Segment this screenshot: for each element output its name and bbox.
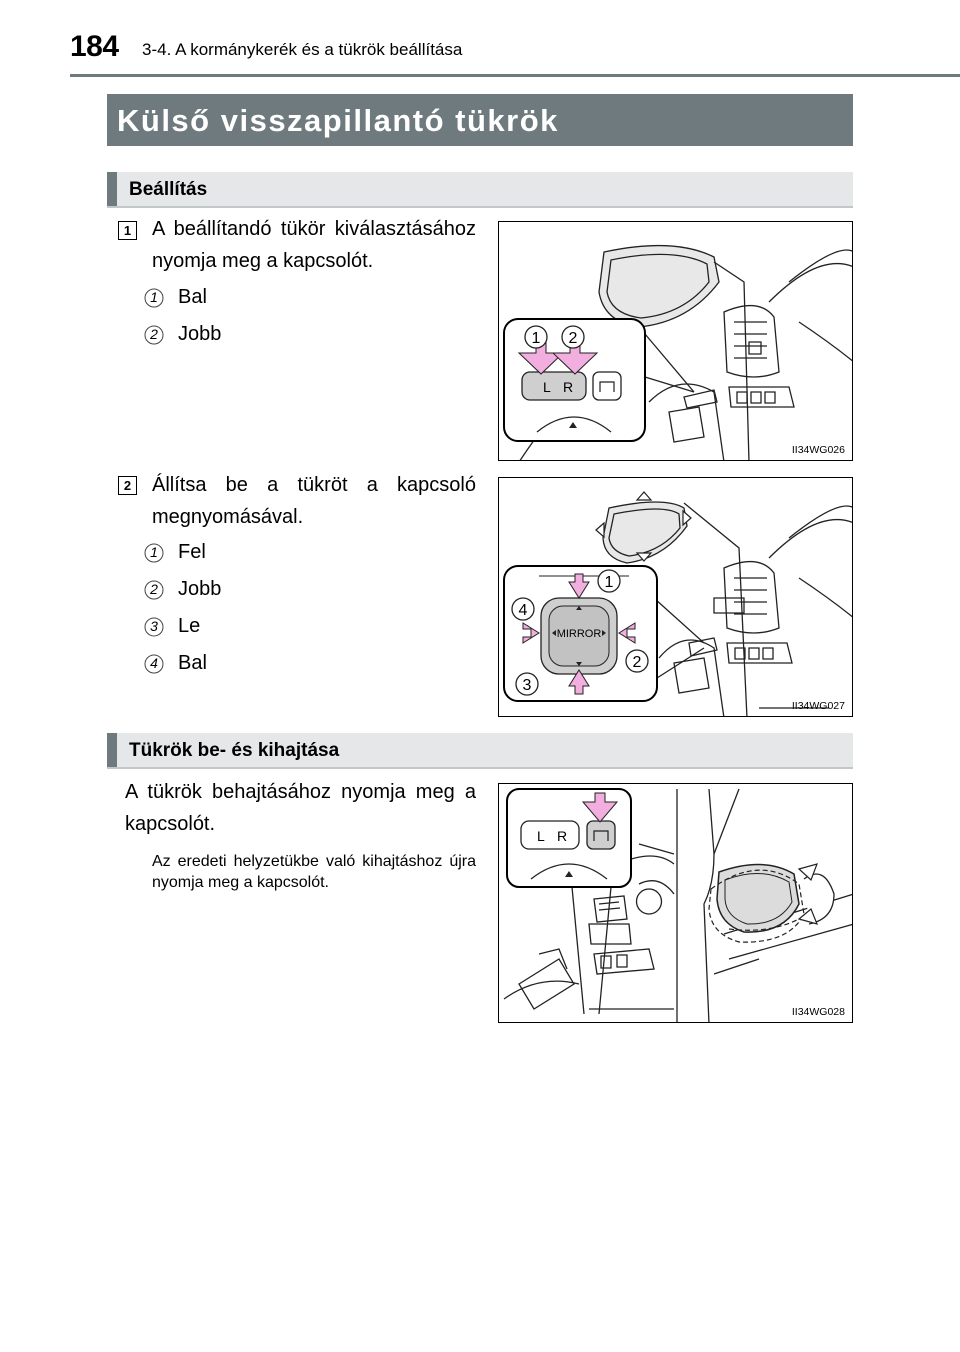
step-number-2: 2 [118,476,137,495]
header-divider [70,74,960,77]
step-2-text: Állítsa be a tükröt a kapcsoló megnyomásával. [152,474,476,528]
item-number: 2 [144,580,164,600]
mirror-fold-illustration [499,784,853,1023]
svg-text:2: 2 [568,330,578,347]
svg-text:2: 2 [632,654,642,671]
svg-text:R: R [563,379,574,395]
figure-code: II34WG026 [791,444,845,456]
svg-text:3: 3 [522,677,532,694]
figure-code: II34WG028 [791,1006,845,1018]
svg-text:MIRROR: MIRROR [556,628,602,640]
item-label: Jobb [178,323,222,345]
section-title-bar [107,94,853,146]
svg-text:L: L [537,828,545,844]
subheading-bar-folding [107,733,853,769]
section-title: Külső visszapillantó tükrök [117,103,559,138]
svg-text:1: 1 [531,330,541,347]
svg-text:L: L [543,379,551,395]
page-number: 184 [70,30,119,63]
figure-mirror-adjust [498,477,853,717]
figure-mirror-select [498,221,853,461]
folding-note: Az eredeti helyzetükbe való kihajtáshoz újra nyomja meg a kapcsolót. [152,853,476,891]
item-label: Bal [178,652,207,674]
item-number: 1 [144,288,164,308]
subheading-adjustment: Beállítás [129,179,208,200]
subheading-bar-adjustment [107,172,853,208]
mirror-select-illustration [499,222,853,461]
svg-text:R: R [557,828,568,844]
item-number: 3 [144,617,164,637]
item-number: 4 [144,654,164,674]
item-label: Fel [178,541,206,563]
figure-code: II34WG027 [791,700,845,712]
mirror-adjust-illustration [499,478,853,717]
item-label: Bal [178,286,207,308]
item-number: 2 [144,325,164,345]
step-number-1: 1 [118,221,137,240]
item-label: Jobb [178,578,222,600]
step-1-text: A beállítandó tükör kiválasztásához nyomja meg a kapcsolót. [152,218,476,272]
chapter-title: 3-4. A kormánykerék és a tükrök beállítása [142,40,463,59]
subheading-folding: Tükrök be- és kihajtása [129,740,340,761]
item-number: 1 [144,543,164,563]
svg-text:1: 1 [604,574,614,591]
svg-text:4: 4 [518,602,528,619]
figure-mirror-fold [498,783,853,1023]
folding-text: A tükrök behajtásához nyomja meg a kapcsolót. [125,781,476,835]
item-label: Le [178,615,201,637]
